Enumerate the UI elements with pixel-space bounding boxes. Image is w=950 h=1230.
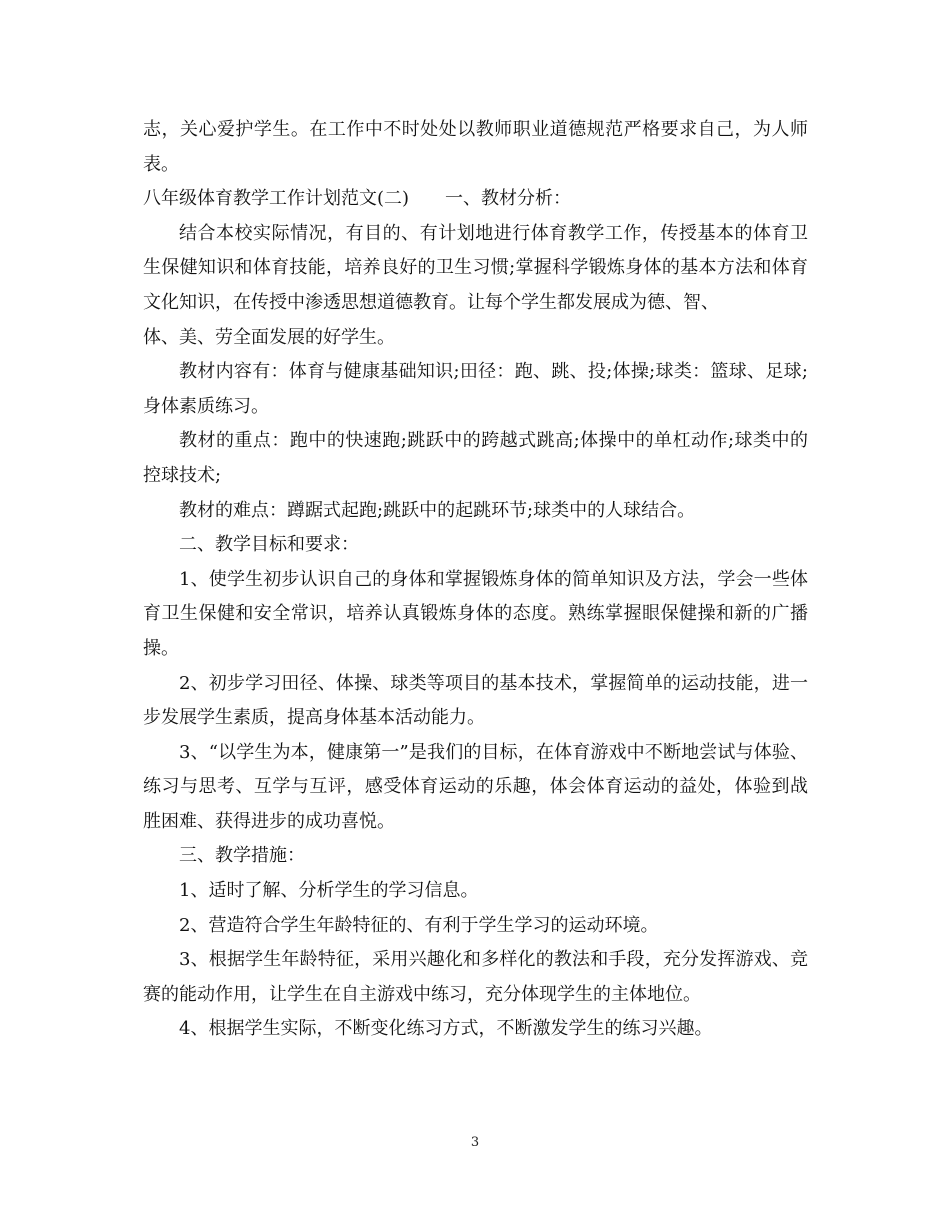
- paragraph-6: 教材的难点：蹲踞式起跑;跳跃中的起跳环节;球类中的人球结合。: [179, 499, 696, 521]
- paragraph-2: 八年级体育教学工作计划范文(二) 一、教材分析：: [143, 188, 572, 210]
- paragraph-7: 二、教学目标和要求：: [179, 534, 359, 556]
- paragraph-15: 4、根据学生实际，不断变化练习方式，不断激发学生的练习兴趣。: [179, 1018, 713, 1040]
- paragraph-8: 1、使学生初步认识自己的身体和掌握锻炼身体的简单知识及方法，学会一些体育卫生保健和安全常识，培养认真锻炼身体的态度。熟练掌握眼保健操和新的广播操。: [143, 568, 808, 659]
- paragraph-3: 结合本校实际情况，有目的、有计划地进行体育教学工作，传授基本的体育卫生保健知识和体育技能，培养良好的卫生习惯;掌握科学锻炼身体的基本方法和体育文化知识，在传授中渗透思想道德教育。让每个学生都发展成为德、智、 体、美、劳全面发展的好学生。: [143, 222, 808, 348]
- paragraph-11: 三、教学措施：: [179, 845, 305, 867]
- paragraph-14: 3、根据学生年龄特征，采用兴趣化和多样化的教法和手段，充分发挥游戏、竞赛的能动作用，让学生在自主游戏中练习，充分体现学生的主体地位。: [143, 949, 808, 1005]
- page-number: 3: [470, 1135, 480, 1150]
- paragraph-1: 志，关心爱护学生。在工作中不时处处以教师职业道德规范严格要求自己，为人师表。: [143, 119, 808, 175]
- paragraph-4: 教材内容有：体育与健康基础知识;田径：跑、跳、投;体操;球类：篮球、足球;身体素质练习。: [143, 361, 808, 417]
- page-body: [143, 113, 808, 1047]
- paragraph-9: 2、初步学习田径、体操、球类等项目的基本技术，掌握简单的运动技能，进一步发展学生素质，提高身体基本活动能力。: [143, 672, 808, 729]
- paragraph-12: 1、适时了解、分析学生的学习信息。: [179, 880, 479, 902]
- paragraph-5: 教材的重点：跑中的快速跑;跳跃中的跨越式跳高;体操中的单杠动作;球类中的控球技术;: [143, 430, 808, 486]
- paragraph-13: 2、营造符合学生年龄特征的、有利于学生学习的运动环境。: [179, 914, 659, 936]
- paragraph-10: 3、“以学生为本，健康第一”是我们的目标，在体育游戏中不断地尝试与体验、练习与思考、互学与互评，感受体育运动的乐趣，体会体育运动的益处，体验到战胜困难、获得进步的成功喜悦。: [143, 741, 808, 832]
